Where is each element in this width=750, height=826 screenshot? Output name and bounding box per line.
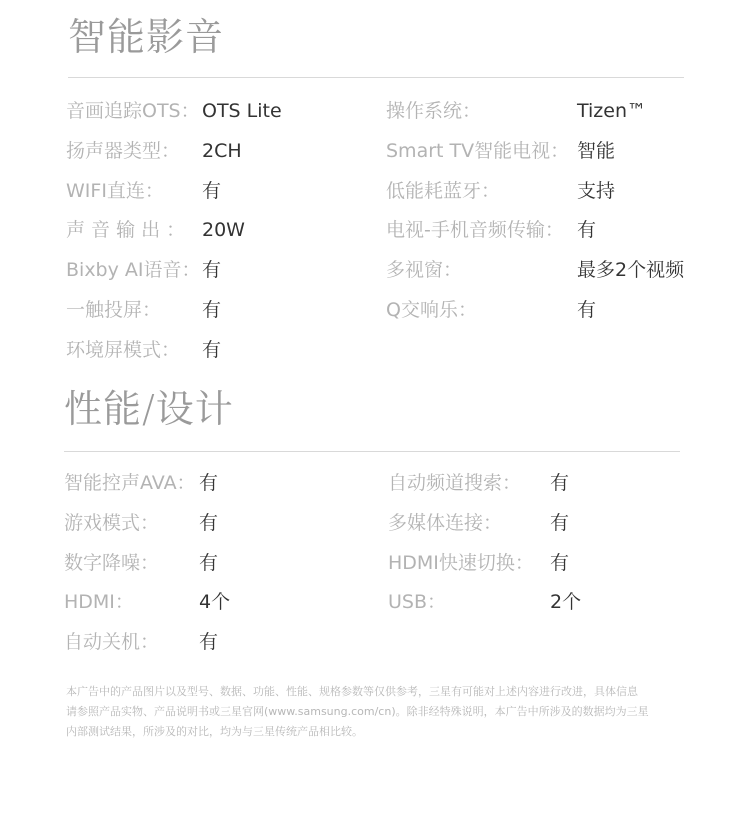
spec-label: HDMI： bbox=[64, 591, 134, 613]
spec-value: 有 bbox=[577, 299, 597, 321]
spec-value: OTS Lite bbox=[202, 100, 282, 122]
spec-value: 有 bbox=[577, 219, 597, 241]
spec-label: 数字降噪： bbox=[64, 552, 160, 574]
spec-value: 有 bbox=[199, 631, 219, 653]
spec-value: 支持 bbox=[577, 180, 616, 202]
spec-value: 有 bbox=[199, 512, 219, 534]
spec-row bbox=[0, 256, 750, 284]
spec-value: 2CH bbox=[202, 140, 242, 162]
spec-row bbox=[0, 469, 750, 497]
section-divider bbox=[68, 77, 684, 78]
disclaimer-line: 内部测试结果，所涉及的对比，均为与三星传统产品相比较。 bbox=[66, 725, 363, 738]
spec-value: 有 bbox=[202, 180, 222, 202]
spec-label: Q交响乐： bbox=[386, 299, 477, 321]
section-divider bbox=[64, 451, 680, 452]
spec-label: 扬声器类型： bbox=[66, 140, 181, 162]
disclaimer bbox=[66, 682, 686, 742]
spec-row bbox=[0, 216, 750, 244]
spec-label: 自动频道搜索： bbox=[388, 472, 522, 494]
spec-row bbox=[0, 336, 750, 364]
spec-value: 有 bbox=[199, 472, 219, 494]
spec-value: 有 bbox=[550, 472, 570, 494]
spec-label: 操作系统： bbox=[386, 100, 482, 122]
spec-label: WIFI直连： bbox=[66, 180, 164, 202]
spec-value: 有 bbox=[199, 552, 219, 574]
disclaimer-line: 本广告中的产品图片以及型号、数据、功能、性能、规格参数等仅供参考，三星有可能对上述内容进行改进，具体信息 bbox=[66, 685, 638, 698]
spec-value: 有 bbox=[202, 339, 222, 361]
spec-row bbox=[0, 628, 750, 656]
spec-value: 最多2个视频 bbox=[577, 259, 685, 281]
spec-row bbox=[0, 549, 750, 577]
spec-label: 声 音 输 出 ： bbox=[66, 219, 186, 241]
spec-label: 智能控声AVA： bbox=[64, 472, 196, 494]
spec-label: USB： bbox=[388, 591, 447, 613]
section-title-performance-design: 性能/设计 bbox=[64, 387, 234, 431]
spec-label: 电视-手机音频传输： bbox=[386, 219, 564, 241]
spec-label: 音画追踪OTS： bbox=[66, 100, 200, 122]
spec-label: 多视窗： bbox=[386, 259, 463, 281]
spec-value: 有 bbox=[202, 259, 222, 281]
spec-label: 一触投屏： bbox=[66, 299, 162, 321]
spec-row bbox=[0, 177, 750, 205]
spec-value: 有 bbox=[550, 552, 570, 574]
section-title-smart-av: 智能影音 bbox=[68, 15, 225, 59]
spec-row bbox=[0, 97, 750, 125]
spec-label: HDMI快速切换： bbox=[388, 552, 534, 574]
spec-value: 2个 bbox=[550, 591, 582, 613]
spec-value: 有 bbox=[550, 512, 570, 534]
spec-label: Bixby AI语音： bbox=[66, 259, 201, 281]
spec-row bbox=[0, 296, 750, 324]
spec-value: 智能 bbox=[577, 140, 616, 162]
spec-value: 有 bbox=[202, 299, 222, 321]
spec-label: Smart TV智能电视： bbox=[386, 140, 570, 162]
spec-label: 游戏模式： bbox=[64, 512, 160, 534]
spec-label: 低能耗蓝牙： bbox=[386, 180, 501, 202]
spec-value: Tizen™ bbox=[577, 100, 647, 122]
spec-row bbox=[0, 137, 750, 165]
spec-row bbox=[0, 588, 750, 616]
disclaimer-line: 请参照产品实物、产品说明书或三星官网(www.samsung.com/cn)。除非经特殊说明，本广告中所涉及的数据均为三星 bbox=[66, 705, 649, 718]
spec-label: 自动关机： bbox=[64, 631, 160, 653]
spec-label: 多媒体连接： bbox=[388, 512, 503, 534]
spec-row bbox=[0, 509, 750, 537]
spec-label: 环境屏模式： bbox=[66, 339, 181, 361]
spec-value: 4个 bbox=[199, 591, 231, 613]
spec-value: 20W bbox=[202, 219, 245, 241]
